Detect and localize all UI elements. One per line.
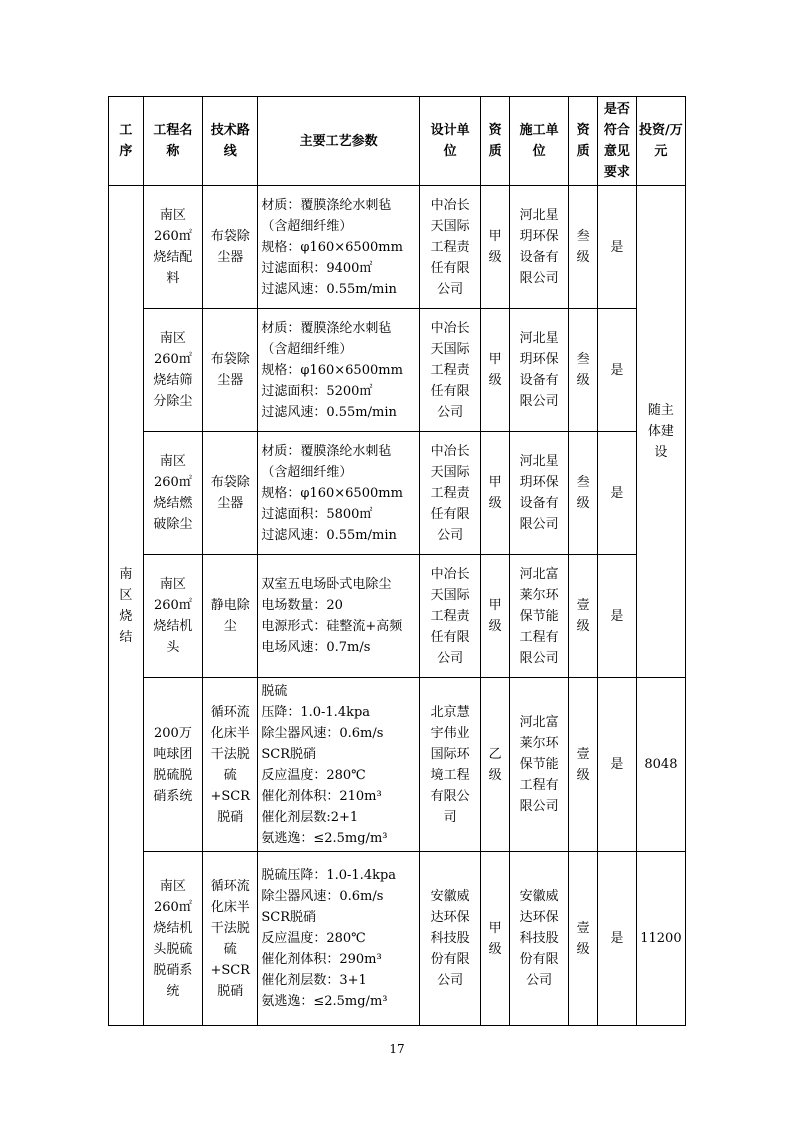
investment-merged: 随主体建设 (636, 186, 685, 678)
project-table (108, 96, 686, 1026)
header-builder-qual: 资质 (569, 97, 598, 186)
compliance: 是 (597, 852, 636, 1026)
builder-unit: 河北富莱尔环保节能工程有限公司 (510, 555, 569, 678)
header-project-name: 工程名称 (143, 97, 202, 186)
builder-qualification: 叁级 (569, 186, 598, 309)
header-row (109, 97, 686, 186)
project-name: 南区260㎡烧结筛分除尘 (143, 309, 202, 432)
tech-route: 布袋除尘器 (203, 432, 258, 555)
builder-qualification: 壹级 (569, 678, 598, 852)
investment: 11200 (636, 852, 685, 1026)
process-params: 脱硫压降：1.0-1.4kpa 除尘器风速：0.6m/s SCR脱硝 反应温度：280℃ 催化剂体积：290m³ 催化剂层数：3+1 氨逃逸：≤2.5mg/m³ (258, 852, 420, 1026)
design-qualification: 甲级 (481, 186, 510, 309)
table-row (109, 432, 686, 555)
process-params: 材质：覆膜涤纶水刺毡（含超细纤维） 规格：φ160×6500mm 过滤面积：5800㎡ 过滤风速：0.55m/min (258, 432, 420, 555)
compliance: 是 (597, 309, 636, 432)
tech-route: 循环流化床半干法脱硫+SCR脱硝 (203, 678, 258, 852)
compliance: 是 (597, 432, 636, 555)
table-row (109, 852, 686, 1026)
project-name: 南区260㎡烧结机头 (143, 555, 202, 678)
builder-unit: 安徽威达环保科技股份有限公司 (510, 852, 569, 1026)
header-builder: 施工单位 (510, 97, 569, 186)
table-row (109, 555, 686, 678)
design-qualification: 甲级 (481, 852, 510, 1026)
header-investment: 投资/万元 (636, 97, 685, 186)
design-qualification: 甲级 (481, 555, 510, 678)
header-compliance: 是否符合意见要求 (597, 97, 636, 186)
tech-route: 布袋除尘器 (203, 186, 258, 309)
design-unit: 北京慧宇伟业国际环境工程有限公司 (419, 678, 480, 852)
design-unit: 中冶长天国际工程责任有限公司 (419, 432, 480, 555)
table-row (109, 309, 686, 432)
table-row (109, 678, 686, 852)
builder-unit: 河北富莱尔环保节能工程有限公司 (510, 678, 569, 852)
tech-route: 布袋除尘器 (203, 309, 258, 432)
design-unit: 中冶长天国际工程责任有限公司 (419, 186, 480, 309)
builder-qualification: 叁级 (569, 432, 598, 555)
page-number: 17 (389, 1042, 405, 1056)
builder-qualification: 壹级 (569, 852, 598, 1026)
builder-unit: 河北星玥环保设备有限公司 (510, 186, 569, 309)
design-qualification: 甲级 (481, 309, 510, 432)
design-qualification: 乙级 (481, 678, 510, 852)
header-design-qual: 资质 (481, 97, 510, 186)
process-params: 双室五电场卧式电除尘 电场数量：20 电源形式：硅整流+高频 电场风速：0.7m/s (258, 555, 420, 678)
tech-route: 循环流化床半干法脱硫+SCR脱硝 (203, 852, 258, 1026)
investment: 8048 (636, 678, 685, 852)
header-params: 主要工艺参数 (258, 97, 420, 186)
process-params: 材质：覆膜涤纶水刺毡（含超细纤维） 规格：φ160×6500mm 过滤面积：5200㎡ 过滤风速：0.55m/min (258, 309, 420, 432)
project-name: 南区260㎡烧结配料 (143, 186, 202, 309)
header-process: 工序 (109, 97, 144, 186)
compliance: 是 (597, 555, 636, 678)
project-name: 南区260㎡烧结燃破除尘 (143, 432, 202, 555)
design-unit: 安徽威达环保科技股份有限公司 (419, 852, 480, 1026)
builder-qualification: 壹级 (569, 555, 598, 678)
project-name: 南区260㎡烧结机头脱硫脱硝系统 (143, 852, 202, 1026)
design-qualification: 甲级 (481, 432, 510, 555)
compliance: 是 (597, 186, 636, 309)
builder-qualification: 叁级 (569, 309, 598, 432)
tech-route: 静电除尘 (203, 555, 258, 678)
process-group-cell: 南区烧结 (109, 186, 144, 1026)
compliance: 是 (597, 678, 636, 852)
design-unit: 中冶长天国际工程责任有限公司 (419, 555, 480, 678)
header-tech-route: 技术路线 (203, 97, 258, 186)
builder-unit: 河北星玥环保设备有限公司 (510, 432, 569, 555)
design-unit: 中冶长天国际工程责任有限公司 (419, 309, 480, 432)
process-params: 材质：覆膜涤纶水刺毡（含超细纤维） 规格：φ160×6500mm 过滤面积：9400㎡ 过滤风速：0.55m/min (258, 186, 420, 309)
table-row (109, 186, 686, 309)
process-params: 脱硫 压降：1.0-1.4kpa 除尘器风速：0.6m/s SCR脱硝 反应温度：280℃ 催化剂体积：210m³ 催化剂层数:2+1 氨逃逸：≤2.5mg/m³ (258, 678, 420, 852)
project-name: 200万吨球团脱硫脱硝系统 (143, 678, 202, 852)
builder-unit: 河北星玥环保设备有限公司 (510, 309, 569, 432)
header-design-unit: 设计单位 (419, 97, 480, 186)
